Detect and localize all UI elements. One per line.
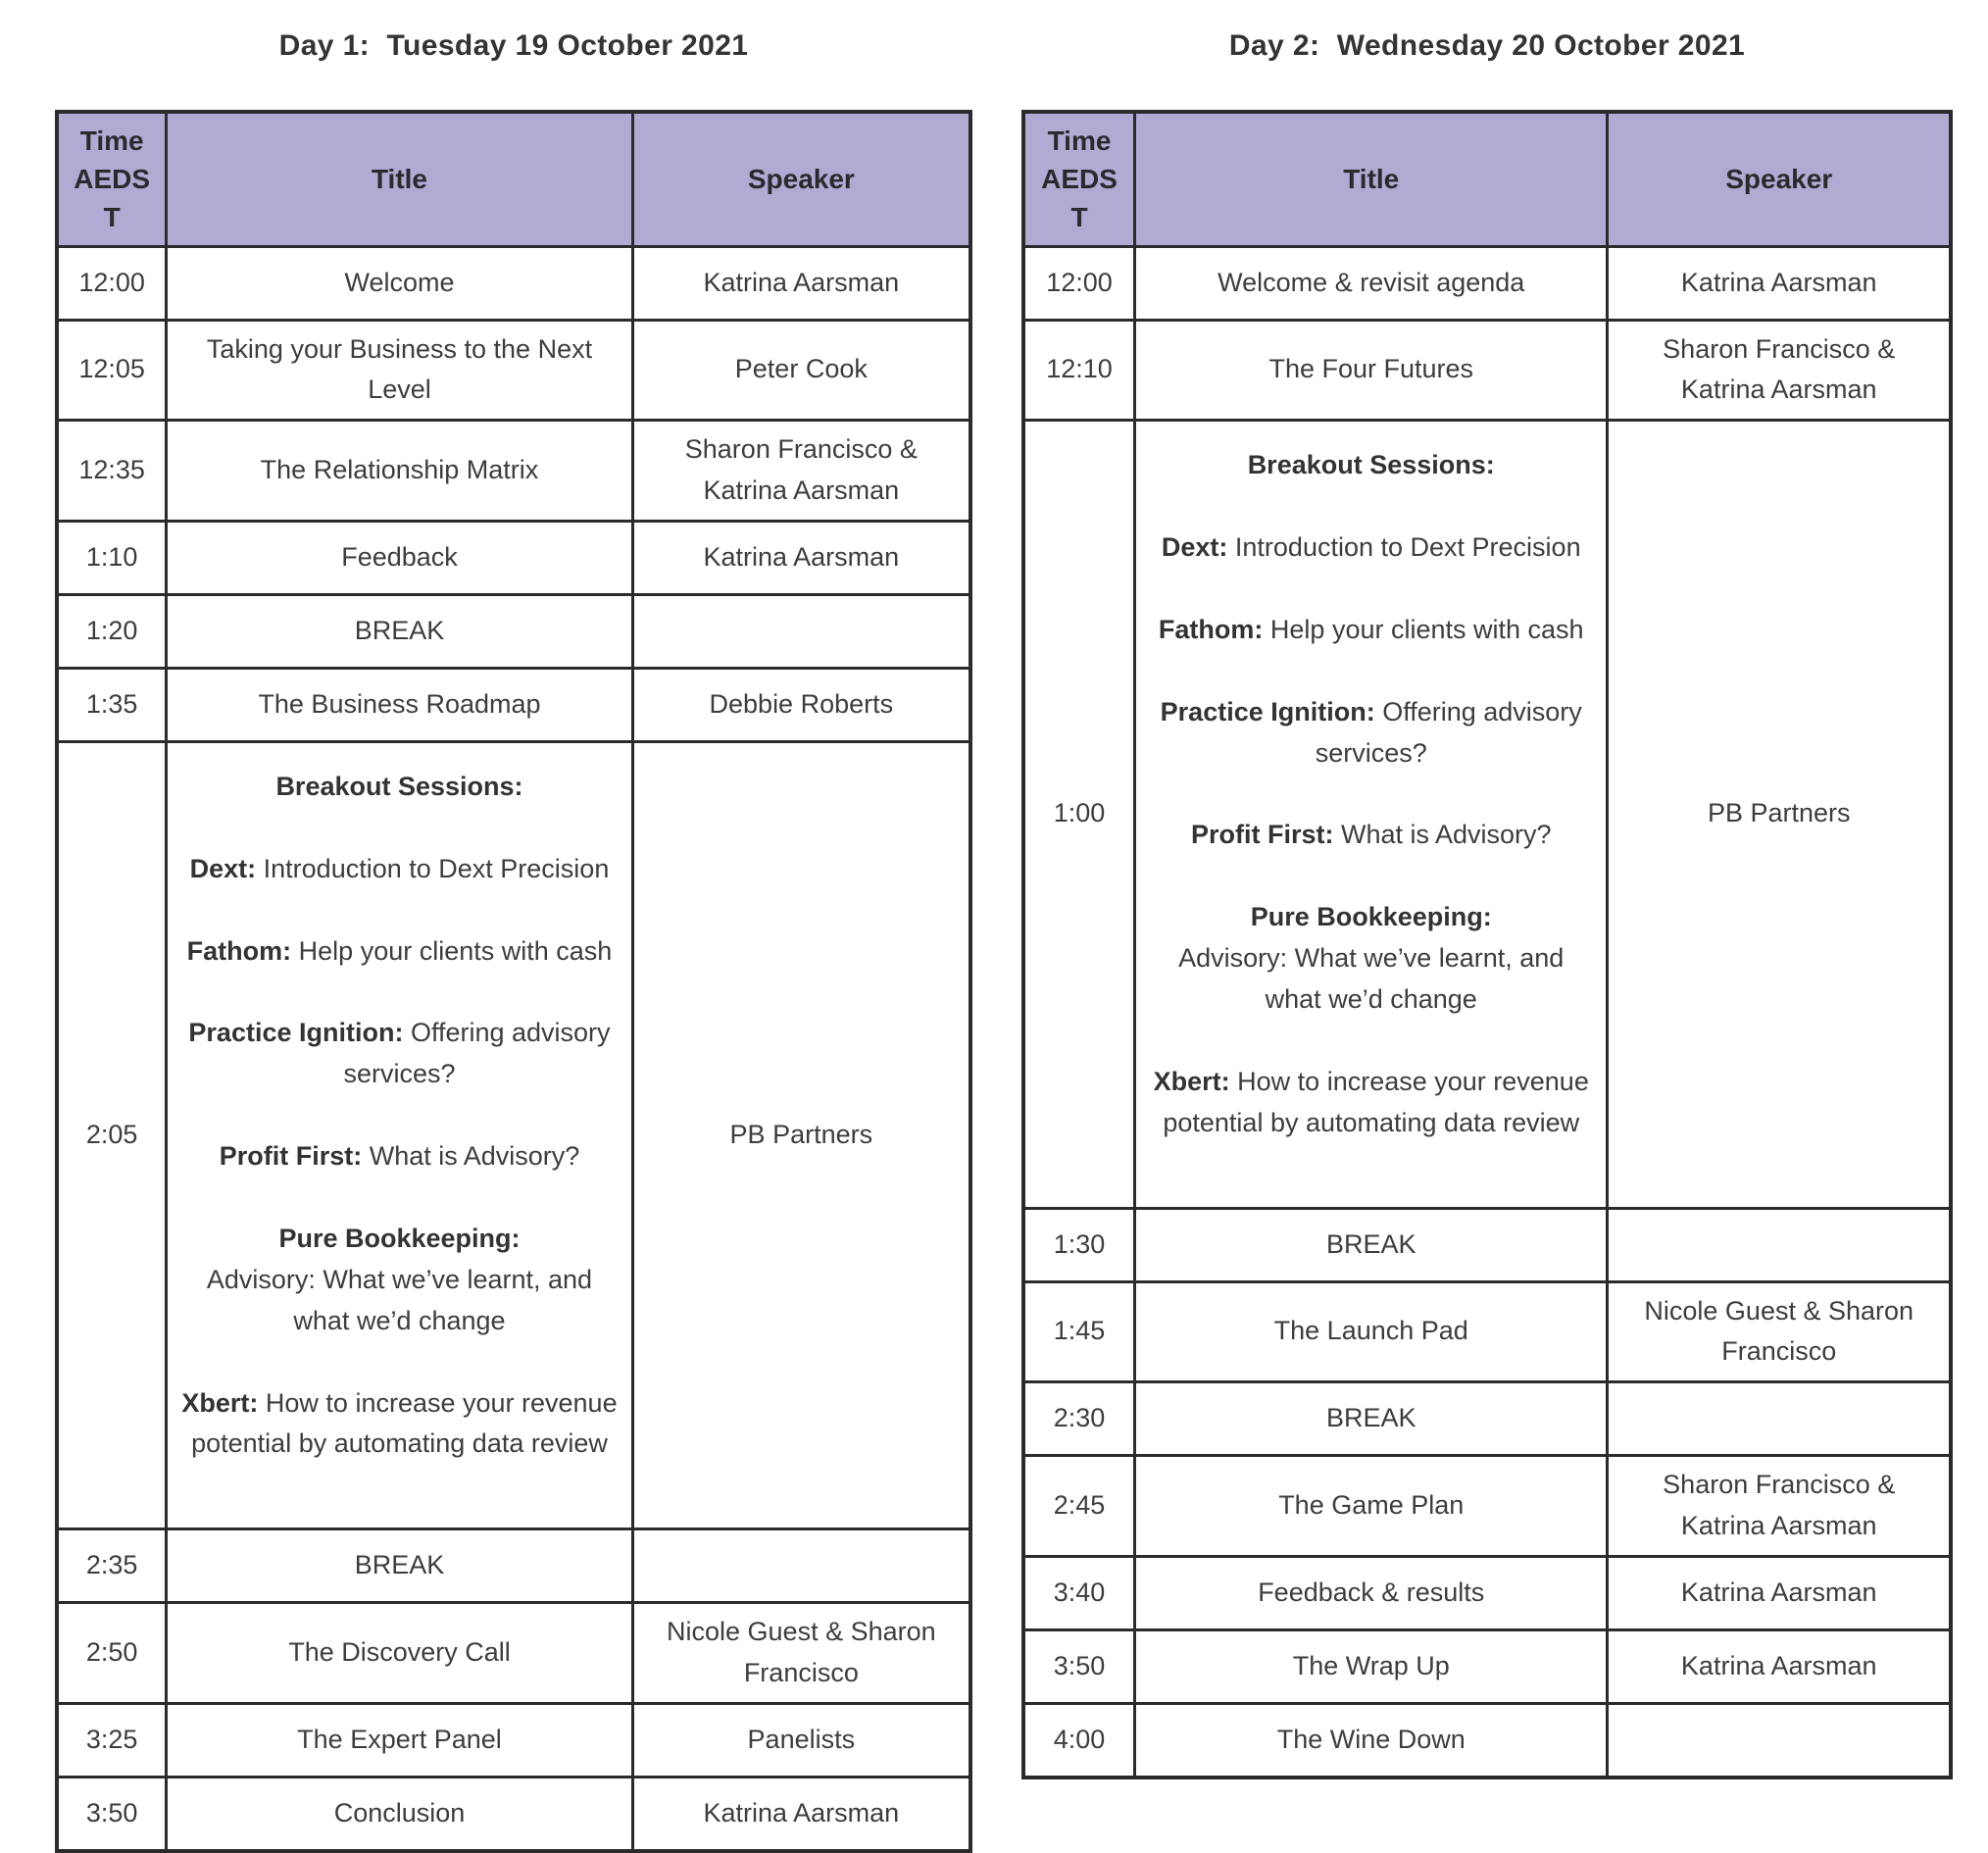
- session-text: The Relationship Matrix: [260, 455, 539, 485]
- speaker-cell: Panelists: [632, 1703, 970, 1777]
- speaker-cell: Katrina Aarsman: [1608, 1629, 1951, 1703]
- time-cell: 2:30: [1023, 1382, 1135, 1456]
- session-text: Introduction to Dext Precision: [256, 853, 610, 883]
- session-name: Fathom:: [186, 935, 292, 966]
- table-head: [57, 112, 970, 246]
- title-paragraph: [1150, 1485, 1592, 1527]
- title-cell: [167, 1529, 632, 1603]
- session-text: BREAK: [354, 1550, 445, 1580]
- time-cell: 1:35: [57, 668, 167, 741]
- day-section-2: [1021, 16, 1953, 1779]
- time-cell: 3:40: [1023, 1556, 1135, 1629]
- title-paragraph: [1150, 349, 1592, 390]
- title-cell: [1135, 1629, 1608, 1703]
- session-name: Dext:: [1161, 532, 1228, 563]
- speaker-cell: Katrina Aarsman: [632, 246, 970, 320]
- session-text: The Expert Panel: [297, 1724, 502, 1754]
- title-paragraph: [181, 450, 617, 491]
- title-cell: [1135, 1382, 1608, 1456]
- session-name: Profit First:: [1190, 820, 1334, 850]
- speaker-cell: Katrina Aarsman: [632, 1777, 970, 1851]
- title-paragraph: [181, 329, 617, 412]
- agenda-table: [55, 110, 972, 1853]
- time-cell: 12:35: [57, 421, 167, 522]
- col-header-time: Time AEDST: [57, 112, 167, 246]
- session-text: The Game Plan: [1278, 1490, 1465, 1521]
- title-paragraph: [1150, 1720, 1592, 1761]
- time-cell: 2:45: [1023, 1456, 1135, 1557]
- table-row: [57, 741, 970, 1528]
- speaker-cell: Peter Cook: [632, 320, 970, 421]
- speaker-cell: Nicole Guest & Sharon Francisco: [1608, 1281, 1951, 1382]
- session-text: How to increase your revenue potential by automating data review: [191, 1387, 618, 1459]
- title-cell: [167, 246, 632, 320]
- title-paragraph: [181, 1013, 617, 1095]
- session-text: Help your clients with cash: [1263, 614, 1584, 644]
- table-row: [57, 668, 970, 741]
- title-cell: [1135, 1281, 1608, 1382]
- title-cell: [167, 1777, 632, 1851]
- title-cell: [167, 1703, 632, 1777]
- session-text: Welcome & revisit agenda: [1218, 267, 1525, 297]
- speaker-cell: PB Partners: [1608, 421, 1951, 1208]
- time-cell: 4:00: [1023, 1703, 1135, 1778]
- title-paragraph: [181, 263, 617, 304]
- time-cell: 12:00: [57, 246, 167, 320]
- session-name: Xbert:: [1153, 1066, 1230, 1096]
- time-cell: 1:10: [57, 521, 167, 594]
- speaker-cell: Katrina Aarsman: [1608, 246, 1951, 320]
- table-row: [57, 421, 970, 522]
- speaker-cell: [632, 1529, 970, 1603]
- session-text: Taking your Business to the Next Level: [206, 333, 593, 405]
- time-cell: 2:50: [57, 1603, 167, 1704]
- session-text: Offering advisory services?: [343, 1018, 611, 1089]
- title-cell: [1135, 1456, 1608, 1557]
- title-cell: [1135, 1556, 1608, 1629]
- session-name: Dext:: [189, 853, 257, 883]
- table-row: [57, 521, 970, 594]
- session-text: BREAK: [1325, 1228, 1416, 1259]
- col-header-title: Title: [1135, 112, 1608, 246]
- table-row: [1023, 1456, 1951, 1557]
- table-row: [57, 1603, 970, 1704]
- session-text: What is Advisory?: [1333, 820, 1552, 850]
- time-cell: 1:20: [57, 594, 167, 668]
- col-header-speaker: Speaker: [1608, 112, 1951, 246]
- title-cell: [1135, 421, 1608, 1208]
- table-row: [1023, 1556, 1951, 1629]
- session-text: How to increase your revenue potential by automating data review: [1163, 1066, 1589, 1137]
- col-header-title: Title: [167, 112, 632, 246]
- title-paragraph: [181, 1632, 617, 1674]
- session-name: Breakout Sessions:: [1247, 450, 1495, 480]
- speaker-cell: Debbie Roberts: [632, 668, 970, 741]
- title-paragraph: [181, 537, 617, 578]
- session-text: Advisory: What we’ve learnt, and what we’d change: [1178, 943, 1565, 1014]
- session-text: Introduction to Dext Precision: [1227, 532, 1581, 563]
- time-cell: 3:25: [57, 1703, 167, 1777]
- table-row: [1023, 1382, 1951, 1456]
- session-text: The Discovery Call: [288, 1637, 511, 1668]
- time-cell: 1:00: [1023, 421, 1135, 1208]
- table-row: [57, 1777, 970, 1851]
- table-row: [1023, 1703, 1951, 1778]
- session-name: Practice Ignition:: [188, 1018, 404, 1048]
- table-row: [57, 1529, 970, 1603]
- table-head: [1023, 112, 1951, 246]
- title-paragraph: [1150, 1646, 1592, 1687]
- title-paragraph: [1150, 815, 1592, 856]
- title-paragraph: [1150, 897, 1592, 1021]
- title-paragraph: [1150, 1398, 1592, 1439]
- time-cell: 1:30: [1023, 1208, 1135, 1281]
- title-paragraph: [1150, 263, 1592, 304]
- table-row: [57, 1703, 970, 1777]
- title-cell: [1135, 246, 1608, 320]
- table-row: [1023, 246, 1951, 320]
- session-text: BREAK: [354, 616, 445, 646]
- title-cell: [167, 1603, 632, 1704]
- speaker-cell: Sharon Francisco & Katrina Aarsman: [1608, 1456, 1951, 1557]
- session-name: Pure Bookkeeping:: [1250, 902, 1492, 932]
- session-name: Profit First:: [219, 1141, 363, 1172]
- title-paragraph: [181, 1219, 617, 1342]
- day-section-1: [55, 16, 972, 1853]
- title-paragraph: [181, 931, 617, 973]
- title-paragraph: [181, 1793, 617, 1834]
- title-cell: [1135, 1208, 1608, 1281]
- table-row: [1023, 421, 1951, 1208]
- title-cell: [167, 594, 632, 668]
- session-text: Help your clients with cash: [291, 935, 613, 966]
- title-paragraph: [181, 611, 617, 652]
- title-paragraph: [1150, 527, 1592, 569]
- time-cell: 2:35: [57, 1529, 167, 1603]
- time-cell: 2:05: [57, 741, 167, 1528]
- speaker-cell: Katrina Aarsman: [1608, 1556, 1951, 1629]
- speaker-cell: [1608, 1382, 1951, 1456]
- title-paragraph: [1150, 1062, 1592, 1144]
- header-row: [57, 112, 970, 246]
- speaker-cell: [632, 594, 970, 668]
- time-cell: 12:10: [1023, 320, 1135, 421]
- col-header-speaker: Speaker: [632, 112, 970, 246]
- title-paragraph: [181, 849, 617, 890]
- col-header-time: Time AEDST: [1023, 112, 1135, 246]
- speaker-cell: PB Partners: [632, 741, 970, 1528]
- time-cell: 12:00: [1023, 246, 1135, 320]
- title-cell: [1135, 1703, 1608, 1778]
- session-name: Breakout Sessions:: [275, 771, 523, 801]
- title-cell: [167, 521, 632, 594]
- time-cell: 3:50: [57, 1777, 167, 1851]
- time-cell: 1:45: [1023, 1281, 1135, 1382]
- title-cell: [167, 668, 632, 741]
- session-name: Xbert:: [181, 1387, 259, 1418]
- time-cell: 3:50: [1023, 1629, 1135, 1703]
- title-paragraph: [1150, 1573, 1592, 1614]
- session-text: Offering advisory services?: [1315, 696, 1582, 768]
- title-cell: [167, 320, 632, 421]
- table-row: [1023, 1208, 1951, 1281]
- session-text: The Four Futures: [1268, 354, 1474, 384]
- title-cell: [1135, 320, 1608, 421]
- table-row: [57, 246, 970, 320]
- session-text: Welcome: [344, 267, 455, 297]
- table-row: [57, 594, 970, 668]
- title-paragraph: [181, 1383, 617, 1466]
- speaker-cell: Nicole Guest & Sharon Francisco: [632, 1603, 970, 1704]
- session-text: Feedback & results: [1258, 1577, 1485, 1607]
- table-row: [1023, 1281, 1951, 1382]
- title-cell: [167, 741, 632, 1528]
- table-row: [57, 320, 970, 421]
- header-row: [1023, 112, 1951, 246]
- session-name: Fathom:: [1158, 614, 1264, 644]
- speaker-cell: Sharon Francisco & Katrina Aarsman: [632, 421, 970, 522]
- title-paragraph: [1150, 1225, 1592, 1266]
- table-row: [1023, 320, 1951, 421]
- session-text: Conclusion: [333, 1797, 466, 1828]
- table-body: [57, 246, 970, 1851]
- day-title: Day 2: Wednesday 20 October 2021: [1228, 29, 1746, 62]
- title-paragraph: [181, 1136, 617, 1177]
- table-row: [1023, 1629, 1951, 1703]
- title-paragraph: [1150, 610, 1592, 651]
- session-text: The Launch Pad: [1273, 1316, 1468, 1346]
- session-text: What is Advisory?: [362, 1141, 580, 1172]
- agenda-table: [1021, 110, 1953, 1779]
- day-title: Day 1: Tuesday 19 October 2021: [278, 29, 749, 62]
- title-cell: [167, 421, 632, 522]
- speaker-cell: Katrina Aarsman: [632, 521, 970, 594]
- title-paragraph: [181, 1720, 617, 1761]
- session-text: The Business Roadmap: [258, 689, 541, 720]
- title-paragraph: [1150, 1311, 1592, 1352]
- title-paragraph: [181, 684, 617, 726]
- title-paragraph: [181, 767, 617, 808]
- speaker-cell: Sharon Francisco & Katrina Aarsman: [1608, 320, 1951, 421]
- session-text: The Wrap Up: [1292, 1650, 1450, 1680]
- title-paragraph: [181, 1545, 617, 1586]
- session-text: BREAK: [1325, 1403, 1416, 1433]
- speaker-cell: [1608, 1208, 1951, 1281]
- session-name: Practice Ignition:: [1160, 696, 1375, 726]
- title-paragraph: [1150, 692, 1592, 775]
- session-text: Advisory: What we’ve learnt, and what we’d change: [206, 1264, 593, 1335]
- table-body: [1023, 246, 1951, 1778]
- session-text: The Wine Down: [1276, 1724, 1466, 1754]
- title-paragraph: [1150, 445, 1592, 486]
- speaker-cell: [1608, 1703, 1951, 1778]
- session-name: Pure Bookkeeping:: [278, 1224, 521, 1253]
- session-text: Feedback: [341, 542, 458, 573]
- time-cell: 12:05: [57, 320, 167, 421]
